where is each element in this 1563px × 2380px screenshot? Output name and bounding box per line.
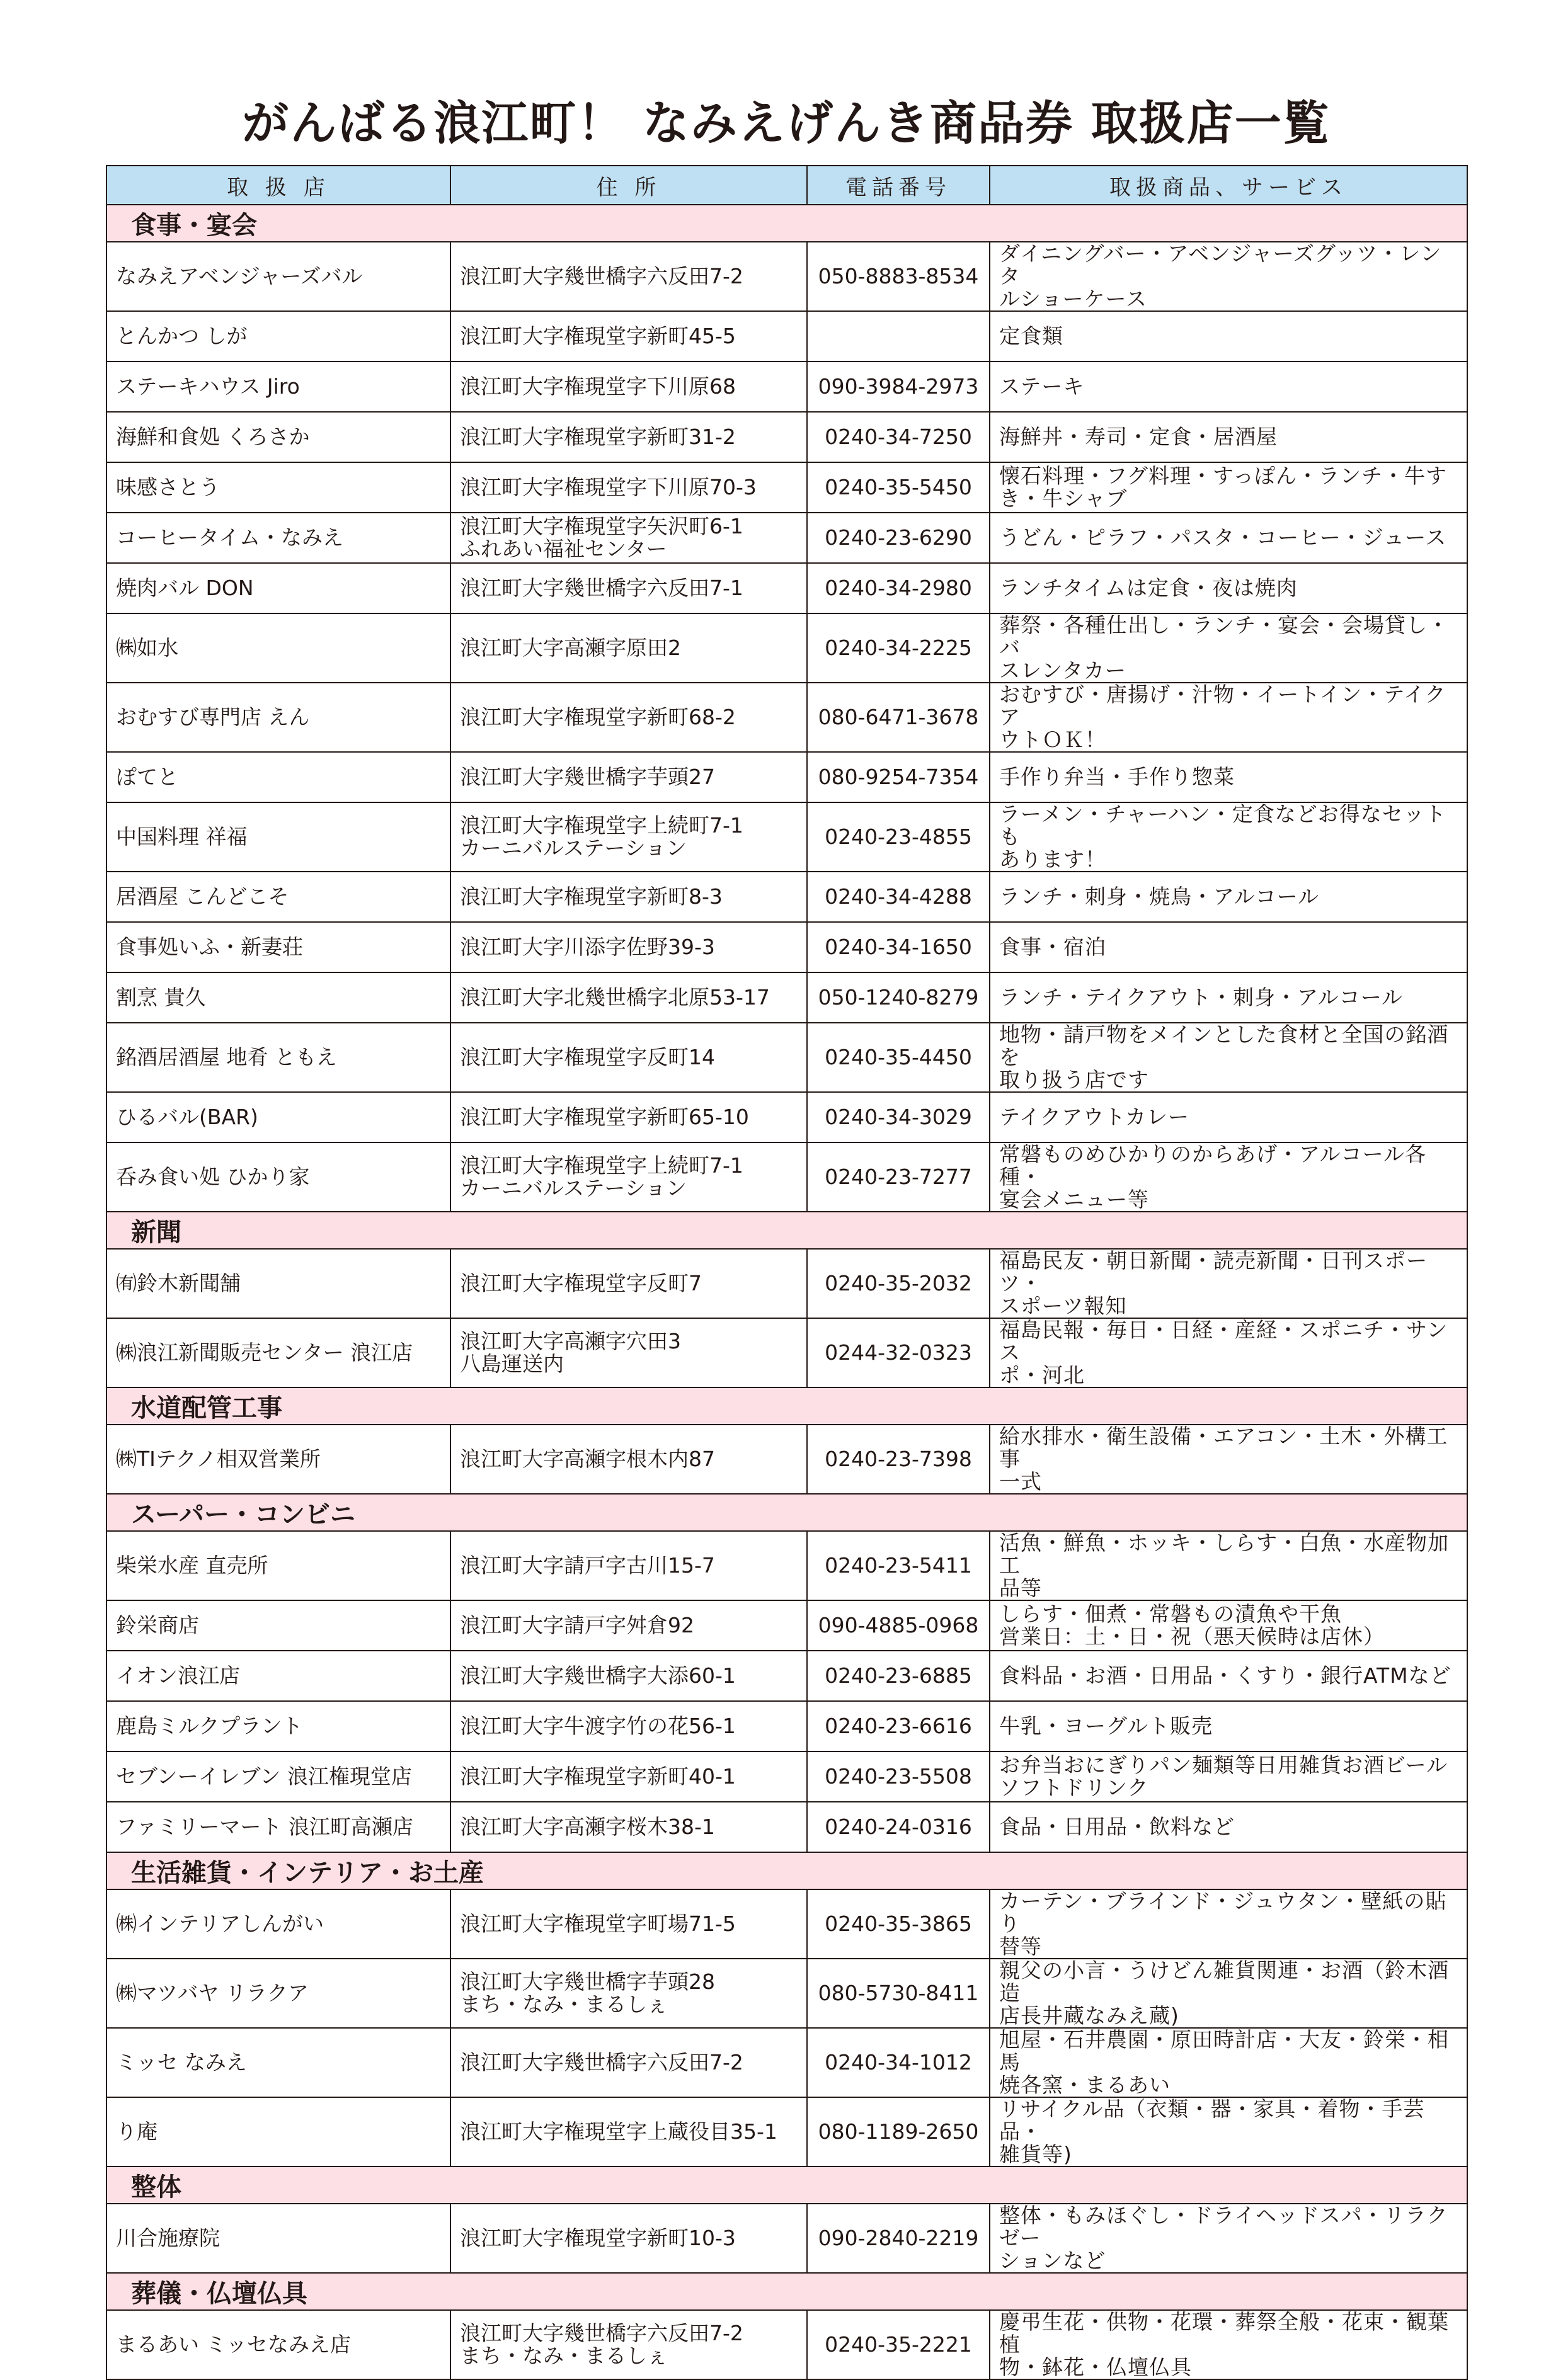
service-cell (990, 1023, 1467, 1092)
phone-cell: 0240-35-2221 (807, 2310, 990, 2379)
store-name-cell: ステーキハウス Jiro (106, 362, 450, 412)
category-row (106, 1212, 1467, 1249)
address-cell-line: 浪江町大字権現堂字矢沢町6-1 (460, 514, 743, 538)
table-row (106, 362, 1467, 412)
service-cell-line: おむすび・唐揚げ・汁物・イートイン・テイクア (999, 682, 1446, 729)
address-cell-line: 浪江町大字権現堂字上続町7-1 (460, 1153, 743, 1178)
service-cell-line: 焼各窯・まるあい (999, 2073, 1171, 2097)
service-cell-line: 給水排水・衛生設備・エアコン・土木・外構工事 (999, 1424, 1448, 1471)
address-cell (450, 922, 807, 972)
address-cell (450, 1023, 807, 1092)
table-row (106, 2204, 1467, 2273)
table-row (106, 1751, 1467, 1802)
address-cell (450, 1651, 807, 1701)
address-cell-line: 浪江町大字幾世橋字芋頭28 (460, 1969, 715, 1994)
service-cell (990, 1092, 1467, 1142)
service-cell-line: 葬祭・各種仕出し・ランチ・宴会・会場貸し・バ (999, 613, 1449, 660)
service-cell-line: スレンタカー (999, 658, 1126, 683)
table-row (106, 683, 1467, 752)
address-cell (450, 412, 807, 462)
store-name-cell: ㈱如水 (106, 613, 450, 683)
table-row (106, 1651, 1467, 1701)
service-cell-line: ステーキ (999, 374, 1085, 399)
address-cell-line: 浪江町大字請戸字舛倉92 (460, 1613, 694, 1637)
service-cell-line: 営業日：土・日・祝（悪天候時は店休） (999, 1624, 1385, 1649)
store-name-cell: イオン浪江店 (106, 1651, 450, 1701)
table-row (106, 2310, 1467, 2379)
address-cell (450, 1751, 807, 1802)
store-name-cell: 銘酒居酒屋 地肴 ともえ (106, 1023, 450, 1092)
service-cell-line: ダイニングバー・アベンジャーズグッツ・レンタ (999, 241, 1442, 288)
address-cell-line: ふれあい福祉センター (460, 537, 667, 561)
table-row (106, 613, 1467, 683)
address-cell-line: 浪江町大字権現堂字新町45-5 (460, 324, 736, 348)
address-cell-line: 浪江町大字権現堂字新町8-3 (460, 884, 723, 909)
service-cell-line: うどん・ピラフ・パスタ・コーヒー・ジュース (999, 525, 1447, 550)
store-name-cell: ぽてと (106, 752, 450, 802)
address-cell-line: 八島運送内 (460, 1352, 564, 1376)
store-name-cell: とんかつ しが (106, 311, 450, 362)
service-cell (990, 1889, 1467, 1959)
address-cell (450, 1959, 807, 2028)
address-cell-line: 浪江町大字権現堂字上蔵役目35-1 (460, 2119, 777, 2144)
category-heading: 葬儀・仏壇仏具 (106, 2273, 1467, 2310)
service-cell-line: き・牛シャブ (999, 486, 1128, 511)
store-name-cell: コーヒータイム・なみえ (106, 513, 450, 563)
service-cell-line: 地物・請戸物をメインとした食材と全国の銘酒を (999, 1022, 1449, 1069)
address-cell-line: 浪江町大字高瀬字桜木38-1 (460, 1814, 715, 1839)
store-name-cell: り庵 (106, 2097, 450, 2166)
service-cell-line: 物・鉢花・仏壇仏具 (999, 2355, 1192, 2379)
address-cell (450, 1600, 807, 1651)
phone-cell: 090-2840-2219 (807, 2204, 990, 2273)
phone-cell: 0240-23-5508 (807, 1751, 990, 1802)
service-cell-line: 旭屋・石井農園・原田時計店・大友・鈴栄・相馬 (999, 2027, 1449, 2075)
phone-cell: 0244-32-0323 (807, 1318, 990, 1387)
service-cell-line: 福島民友・朝日新聞・読売新聞・日刊スポーツ・ (999, 1248, 1428, 1295)
table-row (106, 462, 1467, 513)
store-name-cell: 食事処いふ・新妻荘 (106, 922, 450, 972)
address-cell-line: カーニバルステーション (460, 836, 687, 860)
address-cell-line: 浪江町大字権現堂字反町14 (460, 1045, 715, 1069)
phone-cell: 0240-23-5411 (807, 1531, 990, 1600)
phone-cell: 0240-23-6290 (807, 513, 990, 563)
service-cell-line: 品等 (999, 1576, 1042, 1600)
address-cell (450, 563, 807, 613)
service-cell (990, 1249, 1467, 1318)
service-cell (990, 412, 1467, 462)
table-row (106, 2097, 1467, 2166)
address-cell (450, 683, 807, 752)
store-name-cell: なみえアベンジャーズバル (106, 242, 450, 311)
table-row (106, 1142, 1467, 1212)
service-cell-line: 食料品・お酒・日用品・くすり・銀行ATMなど (999, 1663, 1451, 1688)
service-cell (990, 2097, 1467, 2166)
store-name-cell: ミッセ なみえ (106, 2028, 450, 2097)
table-row (106, 1959, 1467, 2028)
store-list-page (106, 94, 1467, 2380)
phone-cell: 0240-34-2225 (807, 613, 990, 683)
category-heading: 食事・宴会 (106, 205, 1467, 242)
service-cell-line: 常磐ものめひかりのからあげ・アルコール各種・ (999, 1142, 1427, 1189)
service-cell-line: 活魚・鮮魚・ホッキ・しらす・白魚・水産物加工 (999, 1530, 1449, 1578)
store-name-cell: 海鮮和食処 くろさか (106, 412, 450, 462)
address-cell (450, 2204, 807, 2273)
service-cell (990, 1531, 1467, 1600)
table-row (106, 802, 1467, 872)
phone-cell: 0240-35-2032 (807, 1249, 990, 1318)
store-name-cell: セブンーイレブン 浪江権現堂店 (106, 1751, 450, 1802)
address-cell (450, 1092, 807, 1142)
service-cell-line: ルショーケース (999, 287, 1147, 311)
store-name-cell: ファミリーマート 浪江町高瀬店 (106, 1802, 450, 1852)
store-name-cell: ㈲鈴木新聞舗 (106, 1249, 450, 1318)
category-row (106, 1494, 1467, 1531)
service-cell-line: 手作り弁当・手作り惣菜 (999, 765, 1235, 789)
address-cell (450, 1701, 807, 1751)
service-cell (990, 1600, 1467, 1651)
address-cell-line: 浪江町大字幾世橋字六反田7-2 (460, 2321, 743, 2345)
service-cell (990, 1802, 1467, 1852)
service-cell-line: ウトＯＫ！ (999, 727, 1106, 752)
phone-cell: 0240-35-5450 (807, 462, 990, 513)
category-heading: 生活雑貨・インテリア・お土産 (106, 1852, 1467, 1889)
service-cell-line: 食品・日用品・飲料など (999, 1814, 1235, 1839)
service-cell-line: ソフトドリンク (999, 1775, 1149, 1800)
store-name-cell: 中国料理 祥福 (106, 802, 450, 872)
service-cell (990, 752, 1467, 802)
category-heading: 整体 (106, 2166, 1467, 2204)
service-cell (990, 362, 1467, 412)
service-cell (990, 802, 1467, 872)
address-cell (450, 1425, 807, 1494)
table-row (106, 1889, 1467, 1959)
service-cell-line: ポ・河北 (999, 1363, 1085, 1387)
address-cell-line: 浪江町大字牛渡字竹の花56-1 (460, 1714, 736, 1738)
address-cell-line: 浪江町大字権現堂字新町31-2 (460, 424, 736, 449)
table-row (106, 563, 1467, 613)
table-row (106, 972, 1467, 1023)
address-cell (450, 752, 807, 802)
table-row (106, 922, 1467, 972)
store-name-cell: まるあい ミッセなみえ店 (106, 2310, 450, 2379)
header-store: 取 扱 店 (106, 166, 450, 205)
address-cell-line: 浪江町大字権現堂字新町40-1 (460, 1764, 736, 1789)
service-cell (990, 1425, 1467, 1494)
phone-cell: 080-1189-2650 (807, 2097, 990, 2166)
table-row (106, 1600, 1467, 1651)
service-cell (990, 563, 1467, 613)
category-heading: 水道配管工事 (106, 1387, 1467, 1425)
service-cell-line: あります！ (999, 847, 1106, 872)
table-row (106, 1425, 1467, 1494)
service-cell-line: 雑貨等) (999, 2142, 1072, 2166)
table-row (106, 1023, 1467, 1092)
address-cell (450, 2310, 807, 2379)
category-row (106, 1852, 1467, 1889)
table-row (106, 1249, 1467, 1318)
phone-cell: 0240-23-6885 (807, 1651, 990, 1701)
store-name-cell: 呑み食い処 ひかり家 (106, 1142, 450, 1212)
table-row (106, 1531, 1467, 1600)
address-cell (450, 972, 807, 1023)
table-row (106, 1802, 1467, 1852)
table-row (106, 311, 1467, 362)
address-cell-line: 浪江町大字高瀬字原田2 (460, 635, 681, 660)
service-cell-line: テイクアウトカレー (999, 1105, 1190, 1129)
service-cell-line: ラーメン・チャーハン・定食などお得なセットも (999, 802, 1446, 849)
service-cell-line: 懐石料理・フグ料理・すっぽん・ランチ・牛す (999, 464, 1448, 488)
service-cell (990, 2204, 1467, 2273)
store-name-cell: 味感さとう (106, 462, 450, 513)
service-cell-line: カーテン・ブラインド・ジュウタン・壁紙の貼り (999, 1889, 1447, 1936)
address-cell (450, 1142, 807, 1212)
store-name-cell: 柴栄水産 直売所 (106, 1531, 450, 1600)
service-cell-line: ランチタイムは定食・夜は焼肉 (999, 576, 1298, 600)
address-cell-line: 浪江町大字北幾世橋字北原53-17 (460, 985, 770, 1010)
table-row (106, 1318, 1467, 1387)
store-name-cell: 焼肉バル DON (106, 563, 450, 613)
address-cell (450, 513, 807, 563)
store-name-cell: 鈴栄商店 (106, 1600, 450, 1651)
service-cell (990, 311, 1467, 362)
address-cell-line: 浪江町大字幾世橋字六反田7-1 (460, 576, 743, 600)
address-cell-line: 浪江町大字権現堂字反町7 (460, 1271, 702, 1295)
category-row (106, 2166, 1467, 2204)
service-cell (990, 2310, 1467, 2379)
category-row (106, 2273, 1467, 2310)
service-cell (990, 922, 1467, 972)
address-cell-line: 浪江町大字権現堂字新町10-3 (460, 2226, 736, 2250)
table-row (106, 513, 1467, 563)
address-cell (450, 1889, 807, 1959)
header-address: 住 所 (450, 166, 807, 205)
phone-cell: 080-5730-8411 (807, 1959, 990, 2028)
address-cell (450, 802, 807, 872)
table-row (106, 242, 1467, 311)
service-cell (990, 872, 1467, 922)
service-cell (990, 1318, 1467, 1387)
address-cell-line: まち・なみ・まるしぇ (460, 2343, 668, 2368)
address-cell-line: 浪江町大字権現堂字新町65-10 (460, 1105, 749, 1129)
address-cell-line: 浪江町大字幾世橋字六反田7-2 (460, 264, 743, 288)
service-cell-line: 宴会メニュー等 (999, 1187, 1149, 1212)
store-name-cell: 割烹 貴久 (106, 972, 450, 1023)
phone-cell: 090-3984-2973 (807, 362, 990, 412)
service-cell-line: 一式 (999, 1469, 1042, 1494)
address-cell-line: 浪江町大字権現堂字町場71-5 (460, 1911, 736, 1936)
phone-cell: 0240-34-4288 (807, 872, 990, 922)
address-cell-line: 浪江町大字高瀬字穴田3 (460, 1329, 681, 1353)
service-cell (990, 242, 1467, 311)
address-cell (450, 311, 807, 362)
phone-cell: 0240-23-4855 (807, 802, 990, 872)
service-cell (990, 1701, 1467, 1751)
store-table (106, 165, 1468, 2380)
address-cell-line: カーニバルステーション (460, 1176, 687, 1200)
category-heading: 新聞 (106, 1212, 1467, 1249)
phone-cell: 050-1240-8279 (807, 972, 990, 1023)
phone-cell: 0240-34-3029 (807, 1092, 990, 1142)
address-cell (450, 362, 807, 412)
store-name-cell: 居酒屋 こんどこそ (106, 872, 450, 922)
service-cell (990, 462, 1467, 513)
service-cell-line: 定食類 (999, 324, 1063, 348)
service-cell (990, 1142, 1467, 1212)
phone-cell: 0240-23-6616 (807, 1701, 990, 1751)
address-cell-line: 浪江町大字幾世橋字大添60-1 (460, 1663, 736, 1688)
phone-cell: 050-8883-8534 (807, 242, 990, 311)
service-cell-line: しらす・佃煮・常磐もの漬魚や干魚 (999, 1602, 1342, 1626)
service-cell-line: ランチ・刺身・焼鳥・アルコール (999, 884, 1320, 909)
service-cell-line: ションなど (999, 2248, 1106, 2273)
phone-cell: 080-6471-3678 (807, 683, 990, 752)
service-cell (990, 2028, 1467, 2097)
store-name-cell: 鹿島ミルクプラント (106, 1701, 450, 1751)
address-cell (450, 1318, 807, 1387)
phone-cell: 080-9254-7354 (807, 752, 990, 802)
phone-cell: 0240-34-7250 (807, 412, 990, 462)
service-cell-line: 海鮮丼・寿司・定食・居酒屋 (999, 424, 1278, 449)
phone-cell: 0240-23-7277 (807, 1142, 990, 1212)
table-row (106, 752, 1467, 802)
table-body (106, 205, 1467, 2379)
phone-cell: 0240-34-1012 (807, 2028, 990, 2097)
address-cell (450, 462, 807, 513)
address-cell (450, 242, 807, 311)
table-row (106, 412, 1467, 462)
table-row (106, 2028, 1467, 2097)
address-cell (450, 1249, 807, 1318)
service-cell-line: 慶弔生花・供物・花環・葬祭全般・花束・観葉植 (999, 2309, 1449, 2357)
service-cell-line: 食事・宿泊 (999, 935, 1106, 959)
phone-cell: 0240-34-1650 (807, 922, 990, 972)
service-cell-line: リサイクル品（衣類・器・家具・着物・手芸品・ (999, 2097, 1425, 2144)
service-cell-line: 福島民報・毎日・日経・産経・スポニチ・サンス (999, 1318, 1448, 1365)
phone-cell: 0240-34-2980 (807, 563, 990, 613)
service-cell-line: 整体・もみほぐし・ドライヘッドスパ・リラクゼー (999, 2203, 1448, 2250)
service-cell-line: お弁当おにぎりパン麺類等日用雑貨お酒ビール (999, 1753, 1448, 1777)
category-row (106, 205, 1467, 242)
address-cell (450, 2097, 807, 2166)
service-cell (990, 683, 1467, 752)
header-tel: 電話番号 (807, 166, 990, 205)
address-cell-line: 浪江町大字権現堂字下川原68 (460, 374, 736, 399)
phone-cell: 0240-35-4450 (807, 1023, 990, 1092)
service-cell-line: 替等 (999, 1934, 1042, 1959)
service-cell (990, 972, 1467, 1023)
service-cell (990, 613, 1467, 683)
address-cell (450, 2028, 807, 2097)
phone-cell: 090-4885-0968 (807, 1600, 990, 1651)
category-row (106, 1387, 1467, 1425)
address-cell-line: 浪江町大字幾世橋字六反田7-2 (460, 2050, 743, 2075)
table-row (106, 1701, 1467, 1751)
store-name-cell: おむすび専門店 えん (106, 683, 450, 752)
table-header-row (106, 166, 1467, 205)
address-cell-line: 浪江町大字権現堂字下川原70-3 (460, 475, 757, 499)
service-cell (990, 1751, 1467, 1802)
store-name-cell: ㈱インテリアしんがい (106, 1889, 450, 1959)
table-row (106, 872, 1467, 922)
address-cell (450, 613, 807, 683)
phone-cell: 0240-23-7398 (807, 1425, 990, 1494)
phone-cell (807, 311, 990, 362)
address-cell (450, 1531, 807, 1600)
header-service: 取扱商品、サービス (990, 166, 1467, 205)
address-cell-line: 浪江町大字幾世橋字芋頭27 (460, 765, 715, 789)
page-title: がんばる浪江町！ なみえげんき商品券 取扱店一覧 (242, 96, 1331, 151)
address-cell (450, 872, 807, 922)
address-cell-line: 浪江町大字権現堂字新町68-2 (460, 705, 736, 729)
service-cell-line: 取り扱う店です (999, 1068, 1149, 1092)
table-row (106, 1092, 1467, 1142)
address-cell-line: 浪江町大字請戸字古川15-7 (460, 1553, 715, 1578)
address-cell-line: 浪江町大字権現堂字上続町7-1 (460, 813, 743, 838)
service-cell-line: 牛乳・ヨーグルト販売 (999, 1714, 1213, 1738)
service-cell (990, 513, 1467, 563)
store-name-cell: ㈱浪江新聞販売センター 浪江店 (106, 1318, 450, 1387)
service-cell-line: 親父の小言・うけどん雑貨関連・お酒（鈴木酒造 (999, 1958, 1449, 2005)
address-cell-line: 浪江町大字高瀬字根木内87 (460, 1447, 715, 1471)
phone-cell: 0240-24-0316 (807, 1802, 990, 1852)
service-cell (990, 1651, 1467, 1701)
store-name-cell: ひるバル(BAR) (106, 1092, 450, 1142)
store-name-cell: ㈱TIテクノ相双営業所 (106, 1425, 450, 1494)
service-cell-line: 店長井蔵なみえ蔵) (999, 2003, 1179, 2028)
address-cell-line: まち・なみ・まるしぇ (460, 1992, 668, 2017)
store-name-cell: 川合施療院 (106, 2204, 450, 2273)
service-cell-line: スポーツ報知 (999, 1294, 1127, 1318)
address-cell (450, 1802, 807, 1852)
service-cell-line: ランチ・テイクアウト・刺身・アルコール (999, 985, 1404, 1010)
phone-cell: 0240-35-3865 (807, 1889, 990, 1959)
category-heading: スーパー・コンビニ (106, 1494, 1467, 1531)
address-cell-line: 浪江町大字川添字佐野39-3 (460, 935, 715, 959)
store-name-cell: ㈱マツバヤ リラクア (106, 1959, 450, 2028)
service-cell (990, 1959, 1467, 2028)
